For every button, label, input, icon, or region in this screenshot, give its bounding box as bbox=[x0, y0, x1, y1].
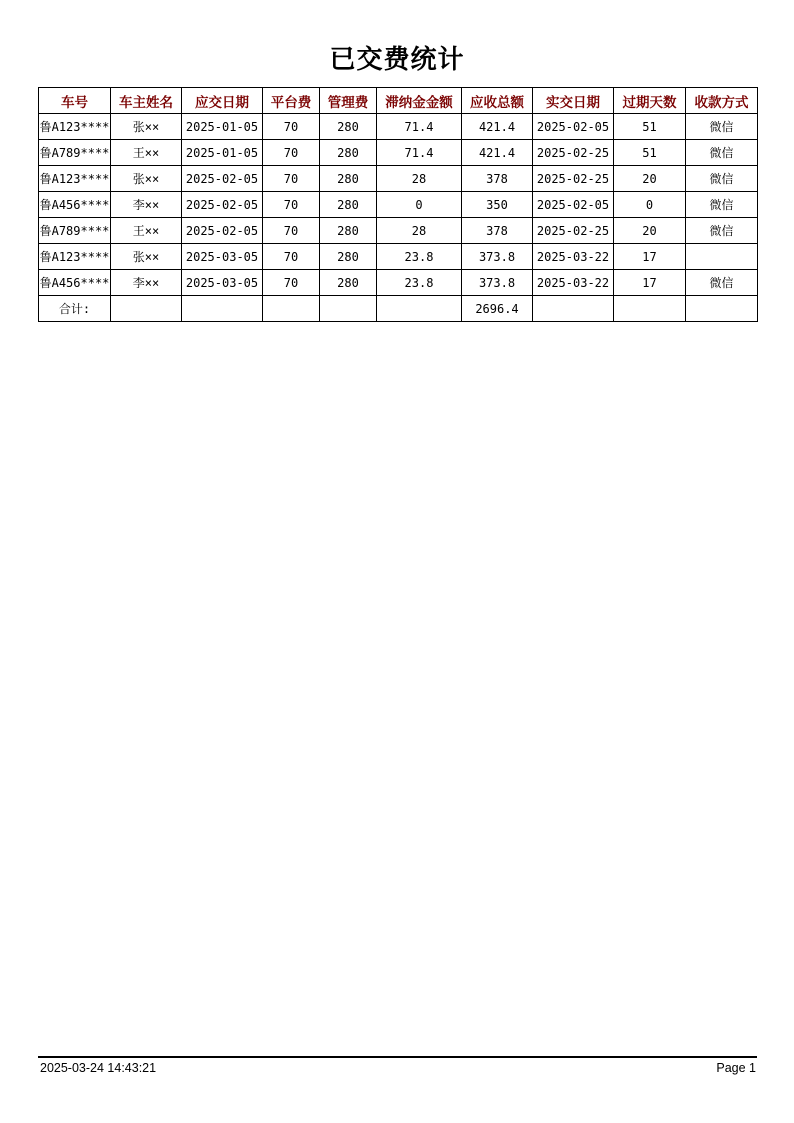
cell-overdue-days: 17 bbox=[614, 270, 686, 296]
cell-plate: 鲁A123**** bbox=[39, 166, 111, 192]
table-row bbox=[39, 114, 758, 140]
cell-overdue-days: 20 bbox=[614, 166, 686, 192]
total-row bbox=[39, 296, 758, 322]
column-header-paid-date: 实交日期 bbox=[533, 88, 614, 114]
total-cell-management-fee bbox=[320, 296, 377, 322]
cell-payment-method: 微信 bbox=[686, 218, 758, 244]
table-row bbox=[39, 270, 758, 296]
cell-management-fee: 280 bbox=[320, 166, 377, 192]
cell-payment-method: 微信 bbox=[686, 114, 758, 140]
cell-due-date: 2025-03-05 bbox=[182, 270, 263, 296]
column-header-plate: 车号 bbox=[39, 88, 111, 114]
table-row bbox=[39, 244, 758, 270]
total-cell-owner bbox=[111, 296, 182, 322]
table-row bbox=[39, 192, 758, 218]
cell-owner: 张×× bbox=[111, 244, 182, 270]
cell-owner: 李×× bbox=[111, 192, 182, 218]
cell-plate: 鲁A123**** bbox=[39, 114, 111, 140]
paid-fees-table bbox=[38, 87, 758, 322]
cell-owner: 王×× bbox=[111, 140, 182, 166]
cell-total-due: 373.8 bbox=[462, 270, 533, 296]
column-header-platform-fee: 平台费 bbox=[263, 88, 320, 114]
total-cell-overdue-days bbox=[614, 296, 686, 322]
column-header-overdue-days: 过期天数 bbox=[614, 88, 686, 114]
cell-total-due: 378 bbox=[462, 218, 533, 244]
cell-total-due: 373.8 bbox=[462, 244, 533, 270]
cell-platform-fee: 70 bbox=[263, 244, 320, 270]
column-header-due-date: 应交日期 bbox=[182, 88, 263, 114]
cell-paid-date: 2025-02-25 bbox=[533, 140, 614, 166]
total-cell-due-date bbox=[182, 296, 263, 322]
cell-owner: 张×× bbox=[111, 114, 182, 140]
total-cell-paid-date bbox=[533, 296, 614, 322]
cell-overdue-days: 51 bbox=[614, 140, 686, 166]
total-cell-late-fee bbox=[377, 296, 462, 322]
cell-overdue-days: 0 bbox=[614, 192, 686, 218]
cell-paid-date: 2025-02-05 bbox=[533, 114, 614, 140]
cell-due-date: 2025-03-05 bbox=[182, 244, 263, 270]
cell-due-date: 2025-02-05 bbox=[182, 166, 263, 192]
cell-late-fee: 0 bbox=[377, 192, 462, 218]
column-header-management-fee: 管理费 bbox=[320, 88, 377, 114]
total-cell-payment-method bbox=[686, 296, 758, 322]
table-row bbox=[39, 140, 758, 166]
cell-platform-fee: 70 bbox=[263, 192, 320, 218]
column-header-total-due: 应收总额 bbox=[462, 88, 533, 114]
total-amount: 2696.4 bbox=[462, 296, 533, 322]
cell-paid-date: 2025-03-22 bbox=[533, 244, 614, 270]
page-number: Page 1 bbox=[716, 1061, 756, 1075]
cell-payment-method: 微信 bbox=[686, 270, 758, 296]
cell-payment-method bbox=[686, 244, 758, 270]
report-title: 已交费统计 bbox=[329, 45, 465, 75]
footer-divider bbox=[38, 1056, 757, 1058]
cell-overdue-days: 17 bbox=[614, 244, 686, 270]
total-cell-platform-fee bbox=[263, 296, 320, 322]
print-timestamp: 2025-03-24 14:43:21 bbox=[40, 1061, 157, 1075]
cell-late-fee: 23.8 bbox=[377, 244, 462, 270]
cell-total-due: 421.4 bbox=[462, 140, 533, 166]
cell-management-fee: 280 bbox=[320, 114, 377, 140]
cell-paid-date: 2025-02-25 bbox=[533, 218, 614, 244]
column-header-owner: 车主姓名 bbox=[111, 88, 182, 114]
cell-plate: 鲁A789**** bbox=[39, 218, 111, 244]
cell-plate: 鲁A123**** bbox=[39, 244, 111, 270]
cell-owner: 王×× bbox=[111, 218, 182, 244]
cell-management-fee: 280 bbox=[320, 140, 377, 166]
table-row bbox=[39, 166, 758, 192]
cell-platform-fee: 70 bbox=[263, 218, 320, 244]
table-row bbox=[39, 218, 758, 244]
cell-due-date: 2025-01-05 bbox=[182, 140, 263, 166]
cell-platform-fee: 70 bbox=[263, 166, 320, 192]
cell-plate: 鲁A456**** bbox=[39, 192, 111, 218]
cell-management-fee: 280 bbox=[320, 270, 377, 296]
cell-platform-fee: 70 bbox=[263, 140, 320, 166]
cell-plate: 鲁A456**** bbox=[39, 270, 111, 296]
cell-payment-method: 微信 bbox=[686, 140, 758, 166]
cell-paid-date: 2025-02-25 bbox=[533, 166, 614, 192]
cell-platform-fee: 70 bbox=[263, 270, 320, 296]
cell-total-due: 421.4 bbox=[462, 114, 533, 140]
cell-paid-date: 2025-03-22 bbox=[533, 270, 614, 296]
cell-late-fee: 28 bbox=[377, 166, 462, 192]
cell-plate: 鲁A789**** bbox=[39, 140, 111, 166]
cell-management-fee: 280 bbox=[320, 218, 377, 244]
cell-due-date: 2025-02-05 bbox=[182, 218, 263, 244]
cell-overdue-days: 20 bbox=[614, 218, 686, 244]
cell-total-due: 378 bbox=[462, 166, 533, 192]
column-header-late-fee: 滞纳金金额 bbox=[377, 88, 462, 114]
cell-payment-method: 微信 bbox=[686, 192, 758, 218]
cell-total-due: 350 bbox=[462, 192, 533, 218]
cell-due-date: 2025-02-05 bbox=[182, 192, 263, 218]
cell-late-fee: 28 bbox=[377, 218, 462, 244]
cell-late-fee: 23.8 bbox=[377, 270, 462, 296]
cell-payment-method: 微信 bbox=[686, 166, 758, 192]
cell-overdue-days: 51 bbox=[614, 114, 686, 140]
cell-paid-date: 2025-02-05 bbox=[533, 192, 614, 218]
cell-late-fee: 71.4 bbox=[377, 114, 462, 140]
cell-owner: 李×× bbox=[111, 270, 182, 296]
column-header-payment-method: 收款方式 bbox=[686, 88, 758, 114]
total-label: 合计: bbox=[39, 296, 111, 322]
cell-management-fee: 280 bbox=[320, 244, 377, 270]
cell-due-date: 2025-01-05 bbox=[182, 114, 263, 140]
cell-late-fee: 71.4 bbox=[377, 140, 462, 166]
cell-platform-fee: 70 bbox=[263, 114, 320, 140]
table-header-row bbox=[39, 88, 758, 114]
cell-management-fee: 280 bbox=[320, 192, 377, 218]
cell-owner: 张×× bbox=[111, 166, 182, 192]
